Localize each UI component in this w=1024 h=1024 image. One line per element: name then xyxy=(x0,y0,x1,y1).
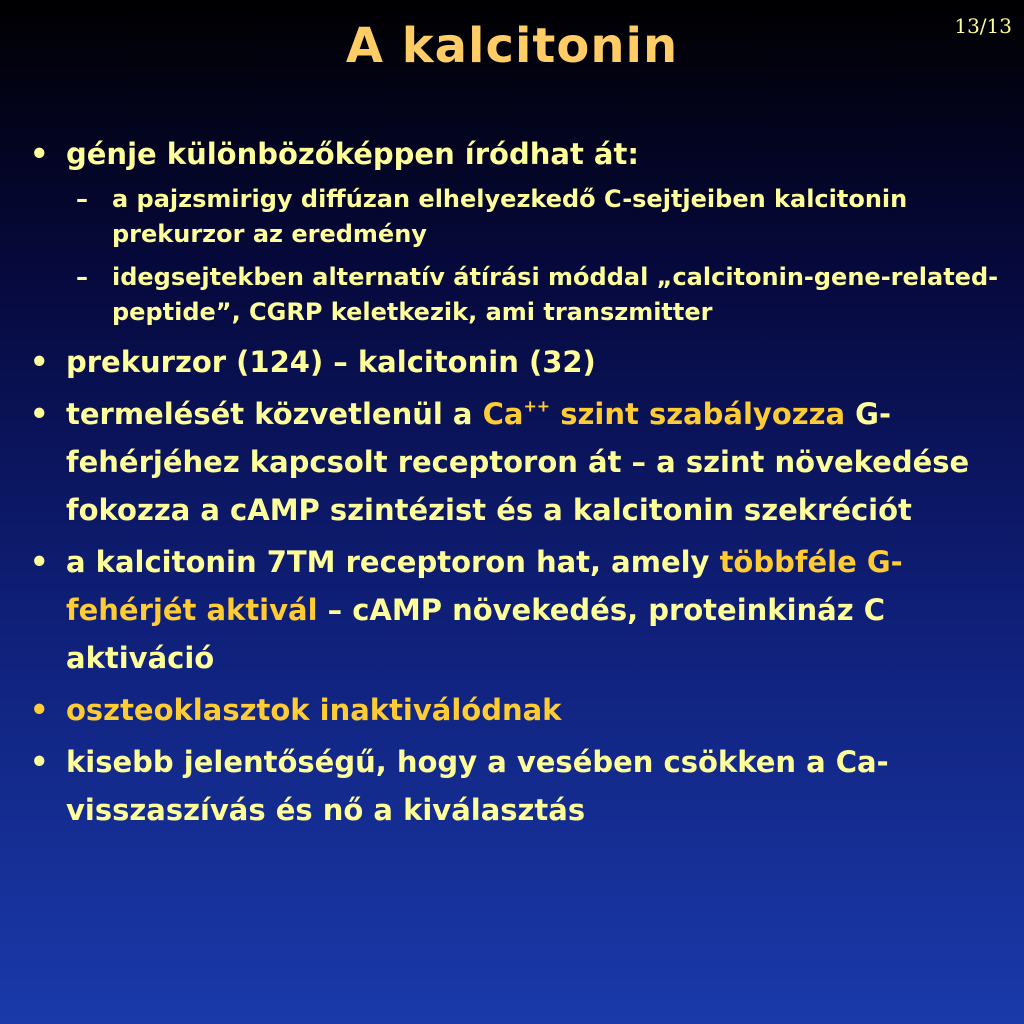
dash-marker: – xyxy=(76,185,88,213)
bullet-precursor xyxy=(28,338,1003,386)
highlight-ca-regulation: szint szabályozza xyxy=(550,397,846,431)
highlight-ca-superscript: ++ xyxy=(523,396,551,416)
bullet-text: oszteoklasztok inaktiválódnak xyxy=(66,693,562,727)
slide-title: A kalcitonin xyxy=(345,18,679,74)
bullet-text-post: – cAMP növekedés, proteinkináz C aktiváció xyxy=(66,593,886,675)
sub-bullet-thyroid xyxy=(28,182,1003,252)
bullet-kidney xyxy=(28,738,1003,834)
bullet-gene-transcription xyxy=(28,130,1003,178)
highlight-g-protein: többféle G-fehérjét aktivál xyxy=(66,545,903,627)
highlight-ca: Ca xyxy=(482,397,524,431)
sub-bullet-text: a pajzsmirigy diffúzan elhelyezkedő C-sejtjeiben kalcitonin prekurzor az eredmény xyxy=(112,185,908,248)
bullet-receptor xyxy=(28,538,1003,682)
bullet-production xyxy=(28,390,1003,534)
page-number: 13/13 xyxy=(954,14,1012,38)
bullet-osteoclasts xyxy=(28,686,1003,734)
dash-marker: – xyxy=(76,263,88,291)
slide-content xyxy=(28,130,1003,838)
bullet-text-pre: a kalcitonin 7TM receptoron hat, amely xyxy=(66,545,720,579)
bullet-text: prekurzor (124) – kalcitonin (32) xyxy=(66,345,596,379)
sub-bullet-neurons xyxy=(28,260,1003,330)
bullet-text-pre: termelését közvetlenül a xyxy=(66,397,483,431)
bullet-text-post: G-fehérjéhez kapcsolt receptoron át – a szint növekedése fokozza a cAMP szintézist és a kalcitonin szekréciót xyxy=(66,397,970,527)
bullet-text: génje különbözőképpen íródhat át: xyxy=(66,137,639,171)
sub-bullet-text: idegsejtekben alternatív átírási móddal „calcitonin-gene-related-peptide”, CGRP keletkezik, ami transzmitter xyxy=(112,263,999,326)
bullet-text: kisebb jelentőségű, hogy a vesében csökken a Ca-visszaszívás és nő a kiválasztás xyxy=(66,745,889,827)
